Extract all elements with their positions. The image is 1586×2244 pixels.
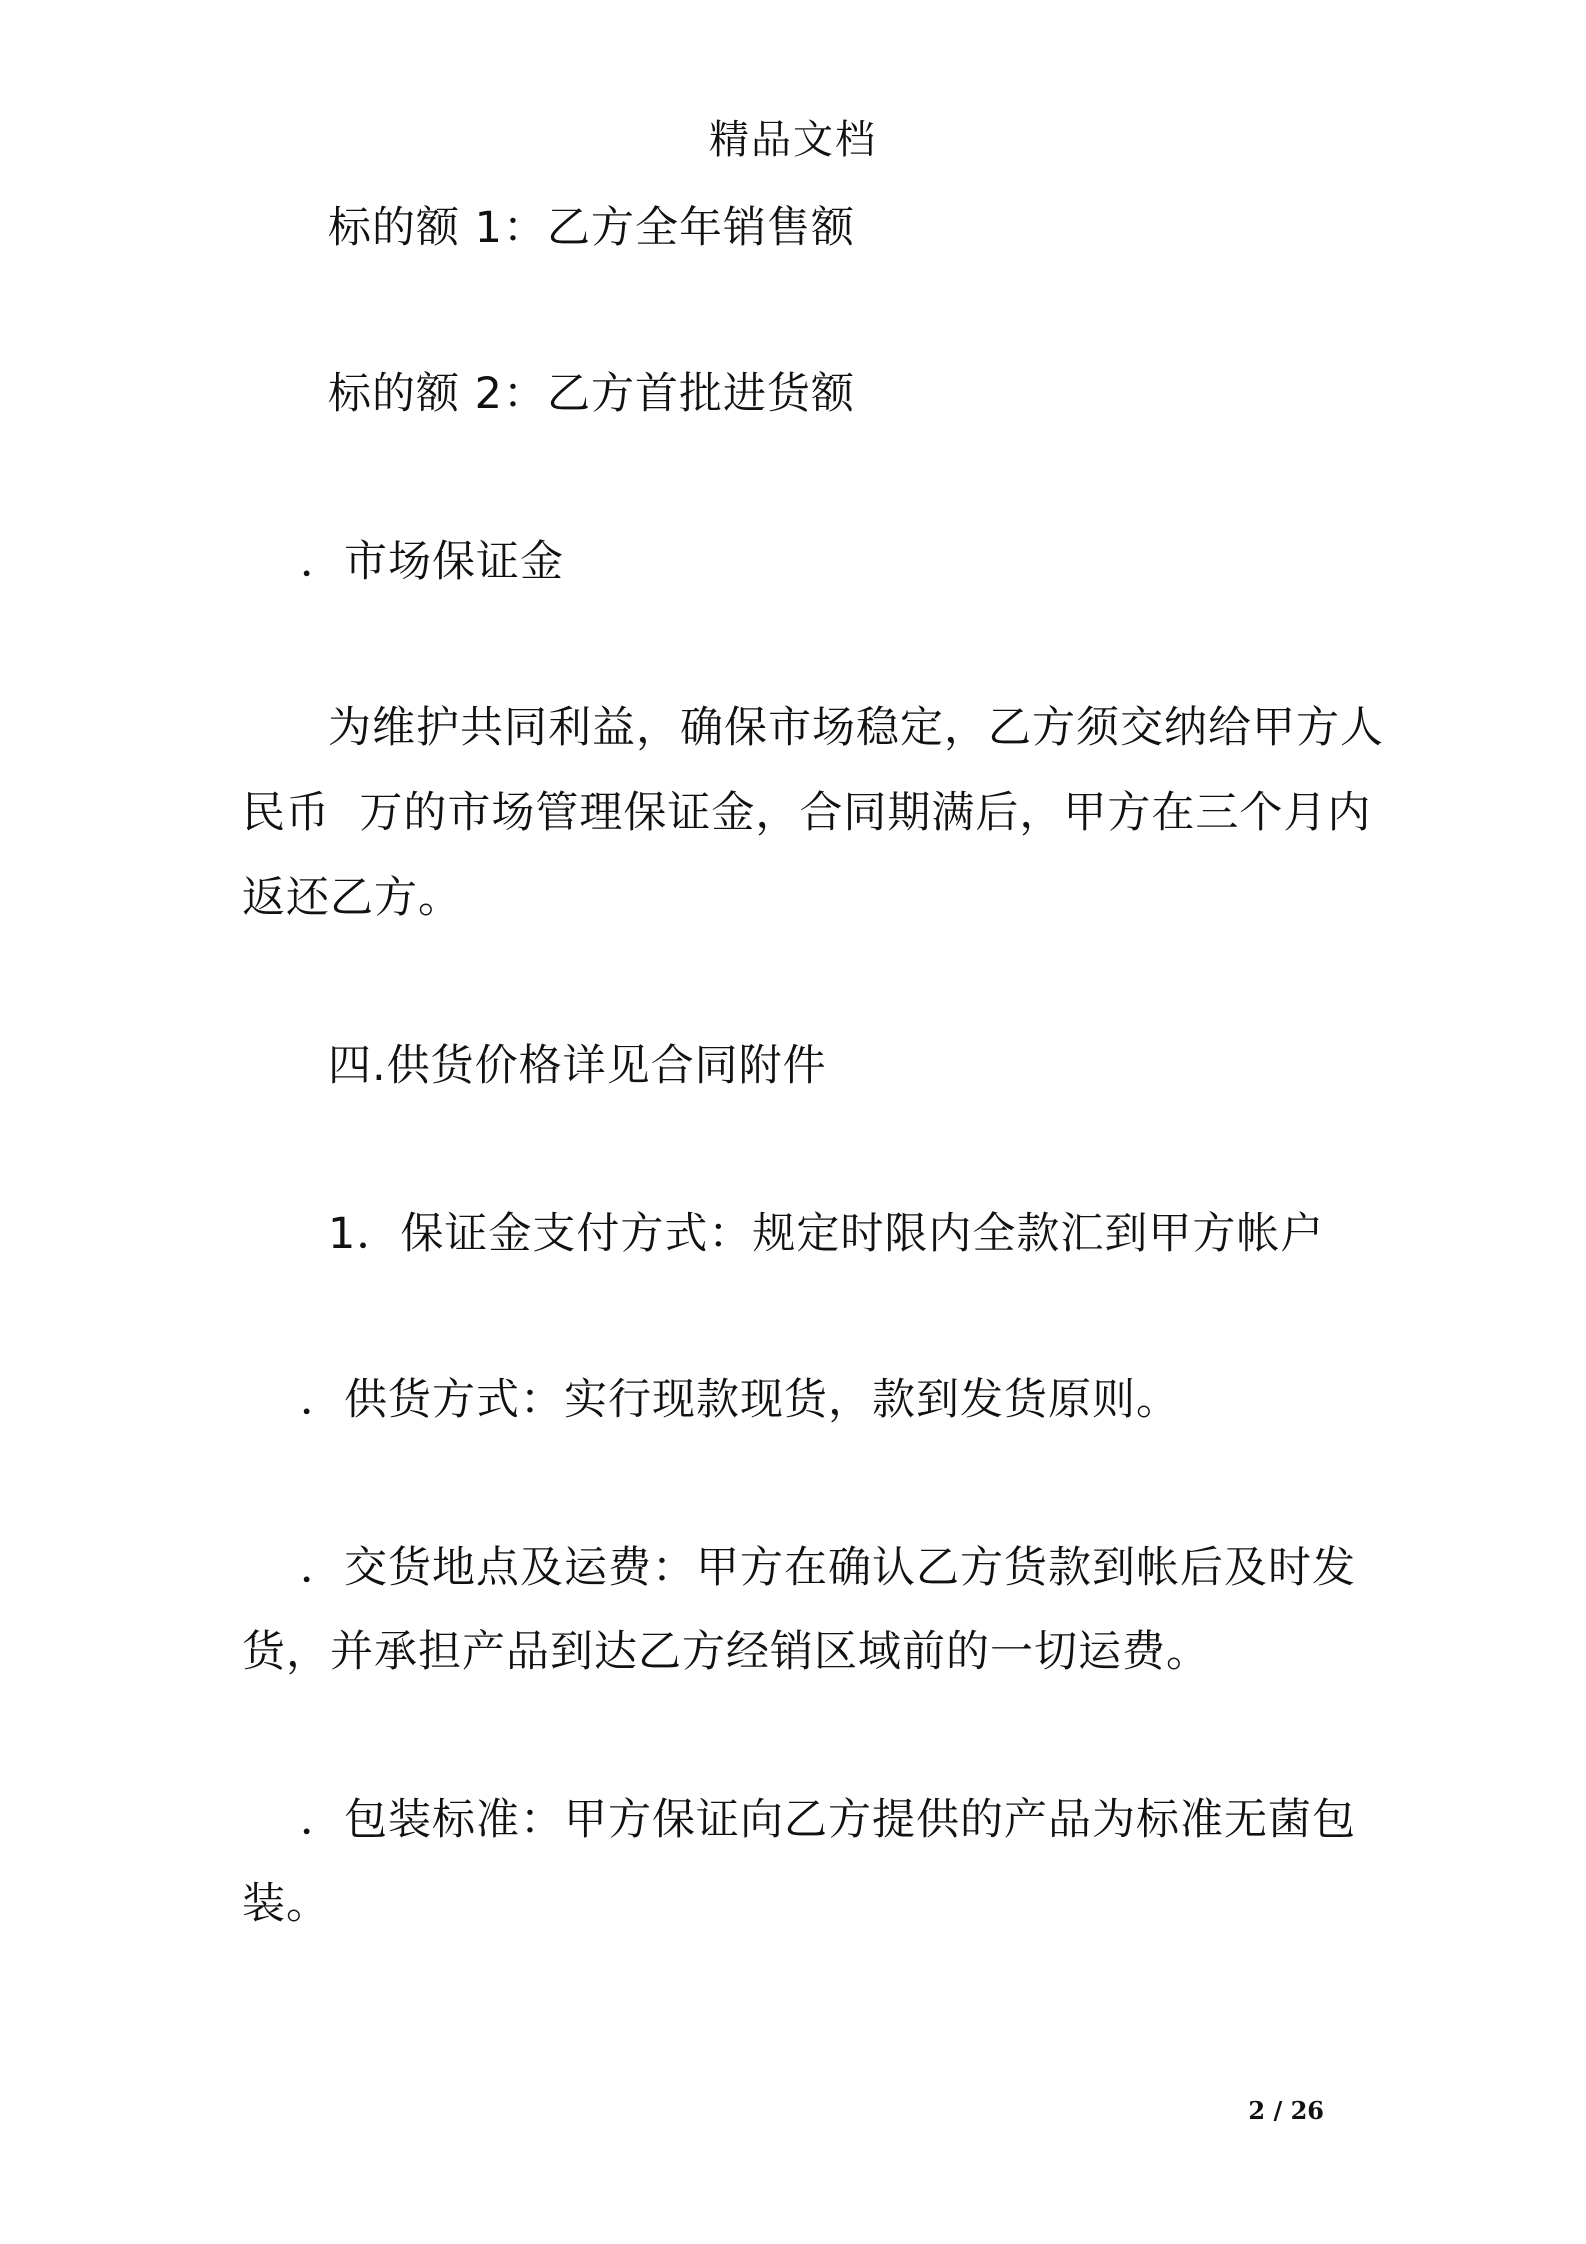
page-number: 2 / 26: [1248, 2096, 1324, 2125]
page-header: 精品文档: [709, 117, 877, 163]
paragraph-line: 返还乙方。: [242, 873, 462, 923]
paragraph-line: 货，并承担产品到达乙方经销区域前的一切运费。: [242, 1627, 1210, 1677]
paragraph-line: 装。: [242, 1879, 330, 1929]
paragraph-line: 民币 万的市场管理保证金，合同期满后，甲方在三个月内: [242, 788, 1372, 838]
paragraph-line: ．包装标准：甲方保证向乙方提供的产品为标准无菌包: [300, 1795, 1356, 1845]
paragraph-line: 标的额 1：乙方全年销售额: [328, 203, 856, 253]
paragraph-line: 四.供货价格详见合同附件: [328, 1041, 827, 1091]
paragraph-line: ．市场保证金: [300, 537, 564, 587]
paragraph-line: 为维护共同利益，确保市场稳定，乙方须交纳给甲方人: [328, 703, 1384, 753]
paragraph-line: 标的额 2：乙方首批进货额: [328, 369, 856, 419]
paragraph-line: 1．保证金支付方式：规定时限内全款汇到甲方帐户: [328, 1209, 1325, 1259]
paragraph-line: ．供货方式：实行现款现货，款到发货原则。: [300, 1375, 1180, 1425]
paragraph-line: ．交货地点及运费：甲方在确认乙方货款到帐后及时发: [300, 1543, 1356, 1593]
